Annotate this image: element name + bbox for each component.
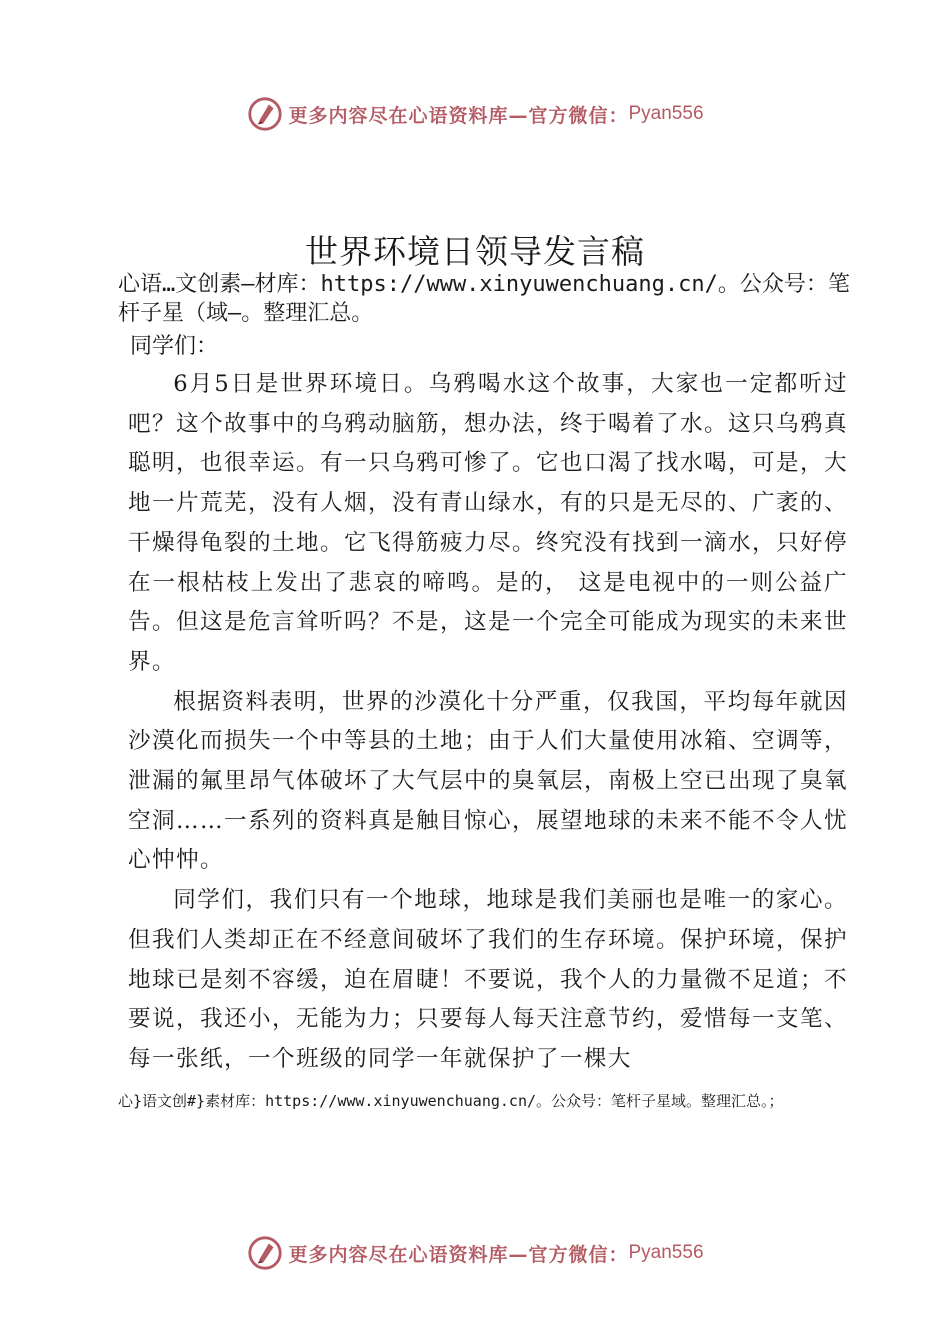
pen-nib-logo-icon	[246, 95, 284, 133]
footer-banner	[0, 1233, 950, 1273]
banner-wechat-id: Pyan556	[628, 103, 704, 124]
page-title: 世界环境日领导发言稿	[305, 232, 645, 271]
paragraph-1: 6月5日是世界环境日。乌鸦喝水这个故事，大家也一定都听过吧？这个故事中的乌鸦动脑筋，想办法，终于喝着了水。这只乌鸦真聪明，也很幸运。有一只乌鸦可惨了。它也口渴了找水喝，可是，大地一片荒芜，没有人烟，没有青山绿水，有的只是无尽的、广袤的、干燥得龟裂的土地。它飞得筋疲力尽。终究没有找到一滴水，只好停在一根枯枝上发出了悲哀的啼鸣。是的， 这是电视中的一则公益广告。但这是危言耸听吗？不是，这是一个完全可能成为现实的未来世界。	[128, 371, 848, 675]
paragraph-2: 根据资料表明，世界的沙漠化十分严重，仅我国，平均每年就因沙漠化而损失一个中等县的土地；由于人们大量使用冰箱、空调等，泄漏的氟里昂气体破坏了大气层中的臭氧层，南极上空已出现了臭氧空洞……一系列的资料真是触目惊心，展望地球的未来不能不令人忧心忡忡。	[128, 688, 848, 874]
banner-text: 更多内容尽在心语资料库—官方微信：	[288, 1243, 629, 1266]
pen-nib-logo-icon	[246, 1234, 284, 1272]
source-line: 心语…文创素—材库：https://www.xinyuwenchuang.cn/。公众号：笔杆子星（域—。整理汇总。	[118, 272, 850, 326]
greeting: 同学们：	[130, 334, 219, 359]
speech-body	[128, 365, 848, 1080]
footer-source-note: 心}语文创#}素材库：https://www.xinyuwenchuang.cn/。公众号：笔杆子星域。整理汇总。；	[118, 1092, 784, 1110]
header-banner	[0, 94, 950, 134]
banner-text: 更多内容尽在心语资料库—官方微信：	[288, 104, 629, 127]
banner-wechat-id: Pyan556	[628, 1242, 704, 1263]
paragraph-3: 同学们，我们只有一个地球，地球是我们美丽也是唯一的家心。但我们人类却正在不经意间破坏了我们的生存环境。保护环境，保护地球已是刻不容缓，迫在眉睫！不要说，我个人的力量微不足道；不要说，我还小，无能为力；只要每人每天注意节约，爱惜每一支笔、每一张纸，一个班级的同学一年就保护了一棵大	[128, 887, 848, 1072]
